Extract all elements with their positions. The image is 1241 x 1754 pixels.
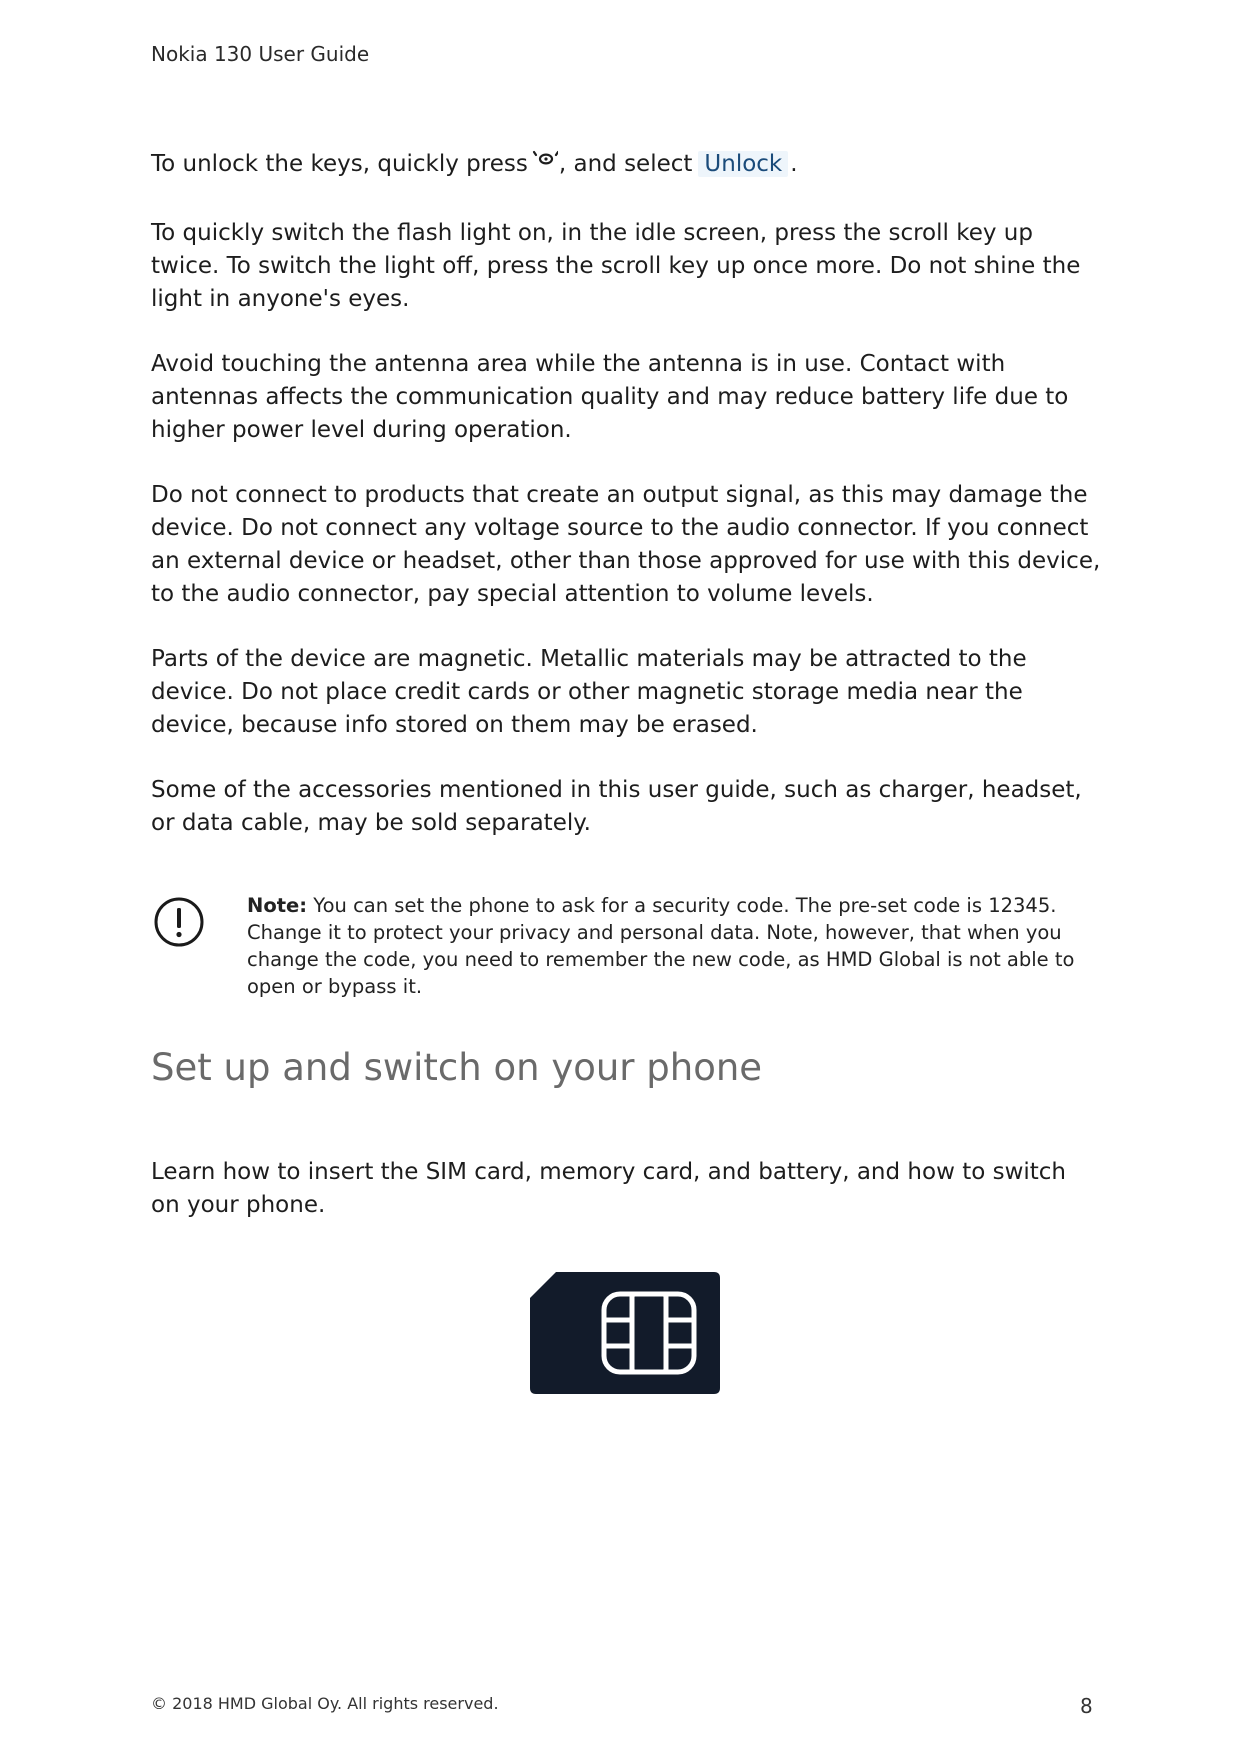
section-intro: Learn how to insert the SIM card, memory card, and battery, and how to switch on your phone.	[151, 1159, 1067, 1218]
page-header: Nokia 130 User Guide	[151, 42, 370, 66]
connect-paragraph: Do not connect to products that create an output signal, as this may damage the device. Do not connect any voltage source to the audio connector. If you connect an external device or headset, other than those approved for use with this device, to the audio connector, pay special attention to volume levels.	[151, 482, 1101, 607]
note-label: Note:	[247, 894, 308, 917]
accessories-paragraph: Some of the accessories mentioned in this user guide, such as charger, headset, or data cable, may be sold separately.	[151, 777, 1082, 836]
page-number: 8	[1080, 1694, 1093, 1718]
note-text: You can set the phone to ask for a security code. The pre-set code is 12345. Change it to protect your privacy and personal data. Note, however, that when you change the code, you need to remember the new code, as HMD Global is not able to open or bypass it.	[247, 894, 1075, 998]
page-content	[151, 148, 1101, 1254]
unlock-ui-label: Unlock	[698, 151, 788, 177]
section-title: Set up and switch on your phone	[151, 1046, 763, 1089]
flashlight-paragraph: To quickly switch the flash light on, in the idle screen, press the scroll key up twice. To switch the light off, press the scroll key up once more. Do not shine the light in anyone's eyes.	[151, 220, 1081, 312]
unlock-text-before: To unlock the keys, quickly press	[151, 151, 528, 177]
sim-card-icon	[530, 1272, 720, 1394]
footer-copyright: © 2018 HMD Global Oy. All rights reserved.	[151, 1694, 499, 1713]
lock-key-icon	[532, 149, 558, 173]
antenna-paragraph: Avoid touching the antenna area while the antenna is in use. Contact with antennas affects the communication quality and may reduce battery life due to higher power level during operation.	[151, 351, 1069, 443]
unlock-text-after: .	[790, 151, 798, 177]
note-box	[151, 892, 1101, 1000]
unlock-text-middle: , and select	[558, 151, 693, 177]
unlock-paragraph	[151, 148, 1101, 181]
exclamation-circle-icon	[153, 896, 205, 948]
magnetic-paragraph: Parts of the device are magnetic. Metallic materials may be attracted to the device. Do not place credit cards or other magnetic storage media near the device, because info stored on them may be erased.	[151, 646, 1027, 738]
